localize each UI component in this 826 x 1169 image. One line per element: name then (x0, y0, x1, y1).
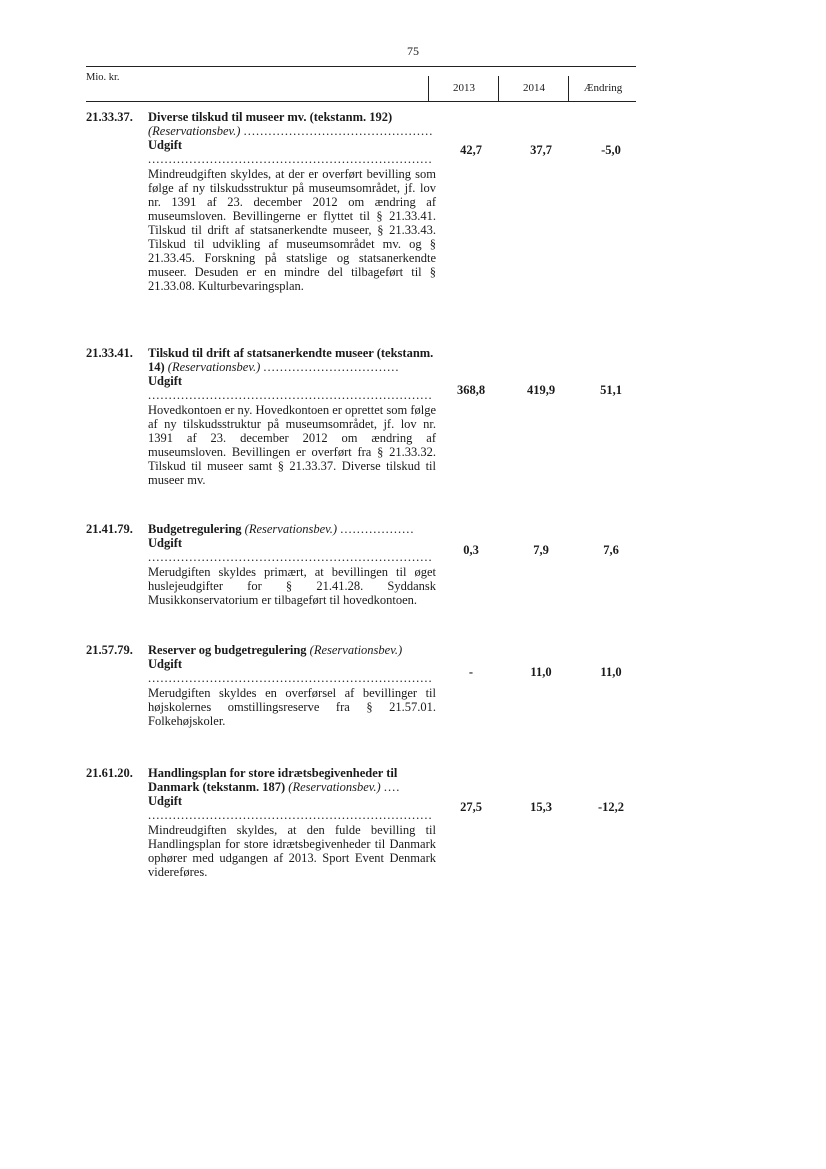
unit-label: Mio. kr. (86, 72, 120, 83)
value-2013: 42,7 (460, 143, 482, 157)
table-header (86, 66, 636, 102)
entry-body (148, 766, 436, 879)
leader-dots: ..................................................................... (148, 671, 433, 685)
page-number: 75 (407, 44, 419, 58)
entry-description: Merudgiften skyldes primært, at bevillingen til øget huslejeudgifter for § 21.41.28. Syddansk Musikkonservatorium er tilbageført til hovedkontoen. (148, 565, 436, 607)
udgift-label: Udgift (148, 657, 183, 671)
value-change: -5,0 (601, 143, 621, 157)
column-header-2013: 2013 (428, 76, 499, 101)
value-2013: 368,8 (456, 383, 486, 397)
value-2014: 37,7 (530, 143, 552, 157)
udgift-label: Udgift (148, 794, 183, 808)
value-2013: 27,5 (460, 800, 482, 814)
udgift-label: Udgift (148, 536, 183, 550)
entry-title-text: Budgetregulering (148, 522, 242, 536)
account-number: 21.57.79. (86, 643, 133, 657)
reservation-label: (Reservationsbev.) (309, 643, 403, 657)
udgift-label: Udgift (148, 138, 183, 152)
account-number: 21.61.20. (86, 766, 133, 780)
entry-body (148, 346, 436, 487)
udgift-line (148, 794, 436, 822)
entry-title (148, 346, 436, 374)
leader-dots: ..................................................................... (148, 808, 433, 822)
entry-body (148, 110, 436, 293)
reservation-label: (Reservationsbev.) (244, 522, 338, 536)
entry-description: Hovedkontoen er ny. Hovedkontoen er oprettet som følge af ny tilskudsstruktur på museumsområdet, jf. lov nr. 1391 af 23. december 2012 om ændring af museumsloven. Bevillingen er overført fra § 21.33.32. Tilskud til museer samt § 21.33.37. Diverse tilskud til museer mv. (148, 403, 437, 487)
reservation-label: (Reservationsbev.) (288, 780, 381, 794)
column-header-change: Ændring (568, 76, 637, 101)
entry-description: Merudgiften skyldes en overførsel af bevillinger til højskolernes omstillingsreserve fra § 21.57.01. Folkehøjskoler. (148, 686, 436, 728)
column-header-2014: 2014 (498, 76, 569, 101)
value-change: 7,6 (603, 543, 619, 557)
account-number: 21.33.41. (86, 346, 133, 360)
entry-description: Mindreudgiften skyldes, at der er overført bevilling som følge af ny tilskudsstruktur på museumsområdet, jf. lov nr. 1391 af 23. december 2012 om ændring af museumsloven. Bevillingerne er flyttet til § 21.33.41. Tilskud til drift af statsanerkendte museer, § 21.33.43. Tilskud til udvikling af museumsområdet mv. og § 21.33.45. Forskning på statslige og statsanerkendte museer. Desuden er en mindre del tilbageført til § 21.33.08. Kulturbevaringsplan. (148, 167, 436, 293)
header-rule-top (86, 66, 636, 67)
entry-title-text: Tilskud til drift af statsanerkendte museer (tekstanm. 14) (148, 346, 434, 374)
entry-body (148, 643, 436, 728)
entry-title (148, 110, 436, 138)
account-number: 21.33.37. (86, 110, 133, 124)
udgift-line (148, 138, 436, 166)
leader-dots: ................................. (263, 360, 400, 374)
value-change: 11,0 (600, 665, 622, 679)
value-change: 51,1 (600, 383, 622, 397)
entry-title-text: Diverse tilskud til museer mv. (tekstanm. 192) (148, 110, 393, 124)
leader-dots: ..................................................................... (148, 388, 433, 402)
udgift-line (148, 374, 436, 402)
value-2013: 0,3 (463, 543, 479, 557)
udgift-label: Udgift (148, 374, 183, 388)
header-rule-bottom (86, 101, 636, 102)
reservation-label: (Reservationsbev.) (167, 360, 261, 374)
entry-body (148, 522, 436, 607)
entry-description: Mindreudgiften skyldes, at den fulde bevilling til Handlingsplan for store idrætsbegivenheder til Danmark ophører med udgangen af 2013. Sport Event Denmark videreføres. (148, 823, 436, 879)
leader-dots: .................. (340, 522, 415, 536)
udgift-line (148, 536, 436, 564)
reservation-label: (Reservationsbev.) (148, 124, 241, 138)
leader-dots: .............................................. (243, 124, 434, 138)
leader-dots: ..................................................................... (148, 152, 433, 166)
account-number: 21.41.79. (86, 522, 133, 536)
value-change: -12,2 (597, 800, 625, 814)
entry-title (148, 766, 436, 794)
entry-title-text: Handlingsplan for store idrætsbegivenheder til Danmark (tekstanm. 187) (148, 766, 398, 794)
value-2014: 11,0 (530, 665, 552, 679)
leader-dots: ..................................................................... (148, 550, 433, 564)
udgift-line (148, 657, 436, 685)
value-2014: 15,3 (530, 800, 552, 814)
value-2014: 419,9 (526, 383, 556, 397)
entry-title (148, 522, 436, 536)
leader-dots: .... (383, 780, 401, 794)
entry-title-text: Reserver og budgetregulering (148, 643, 307, 657)
value-2013: - (468, 665, 474, 679)
value-2014: 7,9 (533, 543, 549, 557)
entry-title (148, 643, 436, 657)
